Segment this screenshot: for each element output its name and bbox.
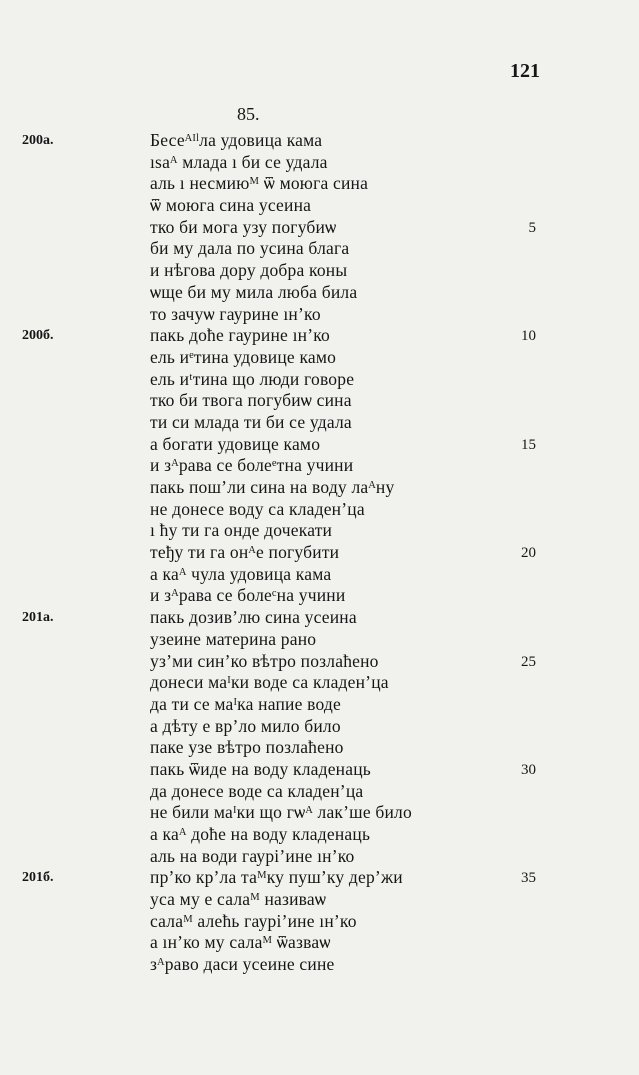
verse-line xyxy=(0,954,639,976)
verse-text: ель иᵉтина удовице камо xyxy=(150,346,337,367)
verse-line xyxy=(0,716,639,738)
verse-line xyxy=(0,607,639,629)
folio-reference: 201б. xyxy=(22,870,54,886)
verse-text: а дѣту е врʼло мило било xyxy=(150,715,341,736)
verse-line xyxy=(0,629,639,651)
line-number: 15 xyxy=(521,436,536,453)
folio-reference: 200a. xyxy=(22,133,54,148)
verse-text: не били маᴵки що гѡᴬ лакʼше било xyxy=(150,802,412,823)
verse-text: пакь ѿиде на воду кладенаць xyxy=(150,758,371,779)
verse-text: ı ћу ти га онде дочекати xyxy=(150,520,333,541)
verse-line xyxy=(0,152,639,174)
verse-text: узʼми синʼко вѣтро позлаћено xyxy=(150,650,379,671)
verse-text: аль на води гаурiʼине ıнʼко xyxy=(150,845,355,866)
verse-line xyxy=(0,455,639,477)
verse-line xyxy=(0,173,639,195)
verse-text: зᴬраво даси усеине сине xyxy=(150,954,335,975)
line-number: 10 xyxy=(521,328,536,345)
verse-line xyxy=(0,846,639,868)
folio-reference: 201a. xyxy=(22,610,54,626)
verse-text: паке узе вѣтро позлаћено xyxy=(150,737,344,758)
verse-text: уса му е салаᴹ називаѡ xyxy=(150,889,327,910)
verse-line xyxy=(0,477,639,499)
verse-line xyxy=(0,260,639,282)
verse-lines xyxy=(0,130,639,976)
verse-line xyxy=(0,911,639,933)
verse-line xyxy=(0,694,639,716)
verse-line xyxy=(0,932,639,954)
verse-text: и зᴬрава се болеᶜна учини xyxy=(150,585,346,606)
line-number: 35 xyxy=(521,870,536,887)
verse-text: ѿ моюга сина усеина xyxy=(150,195,312,216)
verse-text: и зᴬрава се болеᵉтна учини xyxy=(150,455,354,476)
verse-line xyxy=(0,889,639,911)
line-number: 20 xyxy=(521,545,536,562)
verse-line xyxy=(0,802,639,824)
verse-text: пакь пошʼли сина на воду лаᴬну xyxy=(150,477,395,497)
verse-text: прʼко крʼла таᴹку пушʼку дерʼжи xyxy=(150,867,403,888)
verse-text: узеине материна рано xyxy=(150,628,317,649)
verse-line xyxy=(0,542,639,564)
verse-line xyxy=(0,195,639,217)
verse-text: тко би твога погубиѡ сина xyxy=(150,390,352,411)
verse-line xyxy=(0,651,639,673)
verse-text: пакь дозивʼлю сина усеина xyxy=(150,607,357,628)
verse-text: ти си млада ти би се удала xyxy=(150,411,352,432)
verse-line xyxy=(0,325,639,347)
verse-text: да донесе воде са кладенʼца xyxy=(150,780,364,801)
verse-text: а каᴬ чула удовица кама xyxy=(150,563,332,584)
verse-line xyxy=(0,304,639,326)
line-number: 25 xyxy=(521,653,536,670)
verse-text: и нѣгова дору добра коны xyxy=(150,260,348,281)
verse-text: аль ı несмиюᴹ ѿ моюга сина xyxy=(150,173,369,194)
verse-text: а каᴬ доће на воду кладенаць xyxy=(150,824,371,844)
line-number: 30 xyxy=(521,761,536,778)
verse-text: а ıнʼко му салаᴹ ѿазваѡ xyxy=(150,932,331,953)
folio-reference: 200б. xyxy=(22,328,54,344)
verse-text: не донесе воду са кладенʼца xyxy=(150,498,365,519)
verse-line xyxy=(0,759,639,781)
verse-line xyxy=(0,499,639,521)
verse-line xyxy=(0,282,639,304)
verse-text: пакь доћe гаурине ıнʼко xyxy=(150,325,330,346)
verse-text: ısaᴬ млада ı би се удала xyxy=(150,151,328,172)
verse-line xyxy=(0,781,639,803)
verse-line xyxy=(0,412,639,434)
verse-line xyxy=(0,737,639,759)
verse-text: донеси маᴵки воде са кладенʼца xyxy=(150,672,389,693)
verse-line xyxy=(0,824,639,846)
verse-text: салаᴹ алећь гаурiʼине ıнʼко xyxy=(150,910,357,931)
verse-text: Бесеᴬᴵˡла удовица кама xyxy=(150,130,323,150)
verse-line xyxy=(0,434,639,456)
verse-line xyxy=(0,347,639,369)
verse-line xyxy=(0,217,639,239)
verse-line xyxy=(0,672,639,694)
verse-line xyxy=(0,369,639,391)
verse-text: а богати удовице камо xyxy=(150,433,321,454)
verse-line xyxy=(0,867,639,889)
song-number: 85. xyxy=(237,104,260,124)
verse-text: ель иᵗтина що люди говоре xyxy=(150,368,355,389)
verse-line xyxy=(0,520,639,542)
verse-line xyxy=(0,390,639,412)
verse-text: теђу ти га онᴬе погубити xyxy=(150,542,340,563)
verse-text: тко би могa узу погубиѡ xyxy=(150,216,337,237)
line-number: 5 xyxy=(528,219,536,236)
verse-text: би му дала по усина блага xyxy=(150,238,350,259)
verse-line xyxy=(0,564,639,586)
verse-line xyxy=(0,130,639,152)
verse-text: ѡще би му мила люба била xyxy=(150,281,358,302)
verse-line xyxy=(0,585,639,607)
verse-text: то зачуѡ гаурине ıнʼко xyxy=(150,303,321,324)
verse-text: да ти се маᴵка напие воде xyxy=(150,693,341,714)
verse-line xyxy=(0,238,639,260)
page-number: 121 xyxy=(510,60,540,82)
